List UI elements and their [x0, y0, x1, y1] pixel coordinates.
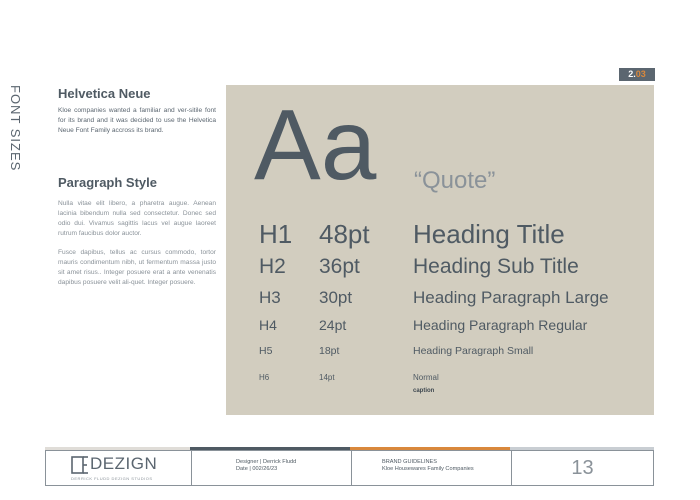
- type-tag: H3: [259, 288, 281, 307]
- type-row-h4: [226, 317, 654, 347]
- font-heading: Helvetica Neue: [58, 86, 151, 101]
- type-label: Heading Paragraph Small: [413, 345, 534, 357]
- design-date: Date | 002/26/23: [236, 466, 278, 472]
- type-row-h5: [226, 345, 654, 375]
- section-number-main: 2.: [628, 69, 636, 79]
- type-row-h1: [226, 219, 654, 253]
- type-size: 48pt: [319, 219, 370, 249]
- paragraph-sample-2: Fusce dapibus, tellus ac cursus commodo, tortor mauris condimentum nibh, ut fermentum massa justo sit amet risus.. Integer posuere erat a ante venenatis dapibus posuere velit ali-quet. Integer posuere.: [58, 249, 216, 286]
- paragraph-style-section: [58, 175, 216, 288]
- paragraph-heading: Paragraph Style: [58, 175, 157, 190]
- type-tag: H6: [259, 373, 270, 382]
- type-tag: H2: [259, 255, 286, 278]
- footer: [45, 450, 654, 486]
- footer-divider: [191, 451, 192, 485]
- paragraph-sample-1: Nulla vitae elit libero, a pharetra augue. Aenean lacinia bibendum nulla sed consectetur. Donec sed odio dui. Vivamus sagittis lacus vel augue laoreet rutrum faucibus dolor auctor.: [58, 200, 216, 237]
- specimen-caption: caption: [413, 388, 435, 394]
- designer-name: Designer | Derrick Fludd: [236, 459, 297, 465]
- type-label: Heading Paragraph Large: [413, 288, 609, 307]
- type-row-h6: [226, 373, 654, 403]
- guideline-client: Kloe Housewares Family Companies: [382, 466, 474, 472]
- type-row-h2: [226, 255, 654, 285]
- type-size: 24pt: [319, 317, 347, 333]
- type-size: 30pt: [319, 288, 353, 307]
- footer-designer-info: [236, 459, 296, 493]
- logo-subtitle: DERRICK FLUDD DEZIGN STUDIOS: [71, 476, 153, 481]
- type-label: Normal: [413, 373, 439, 382]
- type-tag: H1: [259, 219, 293, 249]
- type-label: Heading Title: [413, 219, 565, 249]
- footer-divider: [351, 451, 352, 485]
- guideline-title: BRAND GUIDELINES: [382, 459, 438, 465]
- type-size: 36pt: [319, 255, 360, 278]
- page-number: 13: [571, 457, 594, 479]
- section-number-accent: 03: [635, 69, 646, 79]
- font-description: Kloe companies wanted a familiar and ver-sitile font for its brand and it was decided to use the Helvetica Neue Font Family accross its brand.: [58, 107, 216, 134]
- type-label: Heading Paragraph Regular: [413, 317, 588, 333]
- type-tag: H5: [259, 345, 273, 357]
- type-specimen-panel: [226, 85, 654, 415]
- type-row-h3: [226, 288, 654, 318]
- specimen-aa: Aa: [254, 89, 377, 201]
- logo-text: DEZIGN: [90, 454, 158, 473]
- font-description-section: [58, 86, 216, 136]
- type-tag: H4: [259, 317, 277, 333]
- type-size: 14pt: [319, 373, 335, 382]
- side-title: FONT SIZES: [8, 85, 23, 172]
- type-label: Heading Sub Title: [413, 255, 579, 278]
- footer-logo: [46, 451, 191, 485]
- section-number-badge: [619, 68, 655, 81]
- footer-guideline-info: [382, 459, 474, 493]
- type-size: 18pt: [319, 345, 340, 357]
- specimen-quote: “Quote”: [414, 167, 496, 194]
- logo-mark-icon: [71, 456, 89, 474]
